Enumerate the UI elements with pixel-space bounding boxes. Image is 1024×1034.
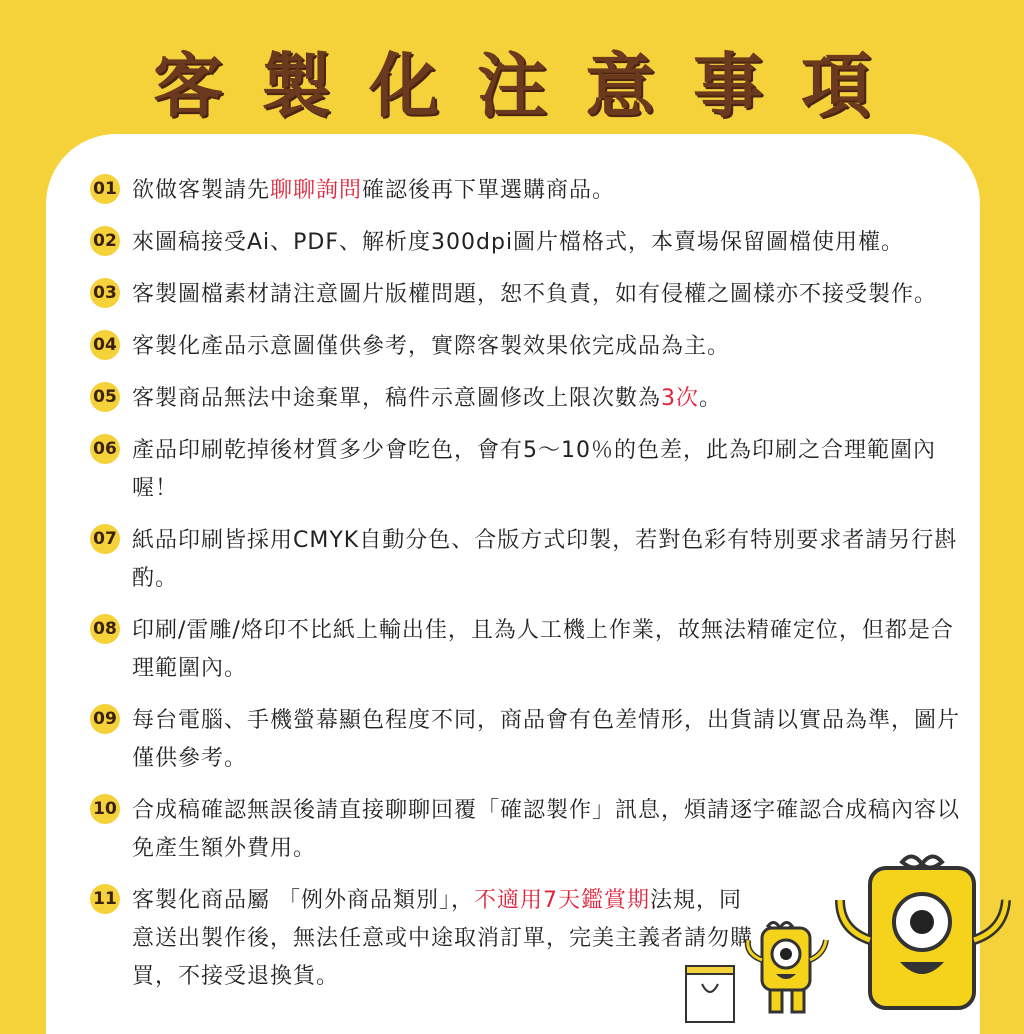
notice-text: 每台電腦、手機螢幕顯色程度不同，商品會有色差情形，出貨請以實品為準，圖片僅供參考。 [132, 708, 961, 771]
notice-text: 客製化商品屬 「例外商品類別」，不適用7天鑑賞期法規，同意送出製作後，無法任意或中途取消訂單，完美主義者請勿購買，不接受退換貨。 [132, 888, 754, 989]
number-badge: 01 [90, 174, 120, 204]
notice-text: 來圖稿接受Ai、PDF、解析度300dpi圖片檔格式，本賣場保留圖檔使用權。 [132, 230, 905, 255]
page-title: 客製化注意事項 [153, 45, 909, 127]
notice-text: 紙品印刷皆採用CMYK自動分色、合版方式印製，若對色彩有特別要求者請另行斟酌。 [132, 528, 958, 591]
number-badge: 07 [90, 524, 120, 554]
number-badge: 03 [90, 278, 120, 308]
highlight-text: 不適用7天鑑賞期 [474, 888, 650, 913]
notice-item-08 [90, 612, 960, 688]
shopping-bag-icon [684, 962, 736, 1024]
number-badge: 02 [90, 226, 120, 256]
notice-text: 印刷/雷雕/烙印不比紙上輸出佳，且為人工機上作業，故無法精確定位，但都是合理範圍內。 [132, 618, 954, 681]
notice-item-03 [90, 276, 960, 314]
notice-text: 欲做客製請先聊聊詢問確認後再下單選購商品。 [132, 178, 616, 203]
notice-text: 客製化產品示意圖僅供參考，實際客製效果依完成品為主。 [132, 334, 731, 359]
notice-text: 客製圖檔素材請注意圖片版權問題，恕不負責，如有侵權之圖樣亦不接受製作。 [132, 282, 938, 307]
number-badge: 10 [90, 794, 120, 824]
notice-text: 客製商品無法中途棄單，稿件示意圖修改上限次數為3次。 [132, 386, 723, 411]
number-badge: 09 [90, 704, 120, 734]
number-badge: 04 [90, 330, 120, 360]
notice-item-02 [90, 224, 960, 262]
notice-item-01 [90, 172, 960, 210]
notice-item-06 [90, 432, 960, 508]
notice-item-04 [90, 328, 960, 366]
notice-text: 合成稿確認無誤後請直接聊聊回覆「確認製作」訊息，煩請逐字確認合成稿內容以免產生額外費用。 [132, 798, 961, 861]
highlight-text: 3次 [661, 386, 700, 411]
notice-item-09 [90, 702, 960, 778]
number-badge: 11 [90, 884, 120, 914]
notice-item-05 [90, 380, 960, 418]
highlight-text: 聊聊詢問 [270, 178, 363, 203]
number-badge: 05 [90, 382, 120, 412]
notice-item-07 [90, 522, 960, 598]
notice-text: 產品印刷乾掉後材質多少會吃色，會有5～10％的色差，此為印刷之合理範圍內喔！ [132, 438, 936, 501]
mascot-large-icon [822, 850, 1022, 1024]
number-badge: 08 [90, 614, 120, 644]
number-badge: 06 [90, 434, 120, 464]
